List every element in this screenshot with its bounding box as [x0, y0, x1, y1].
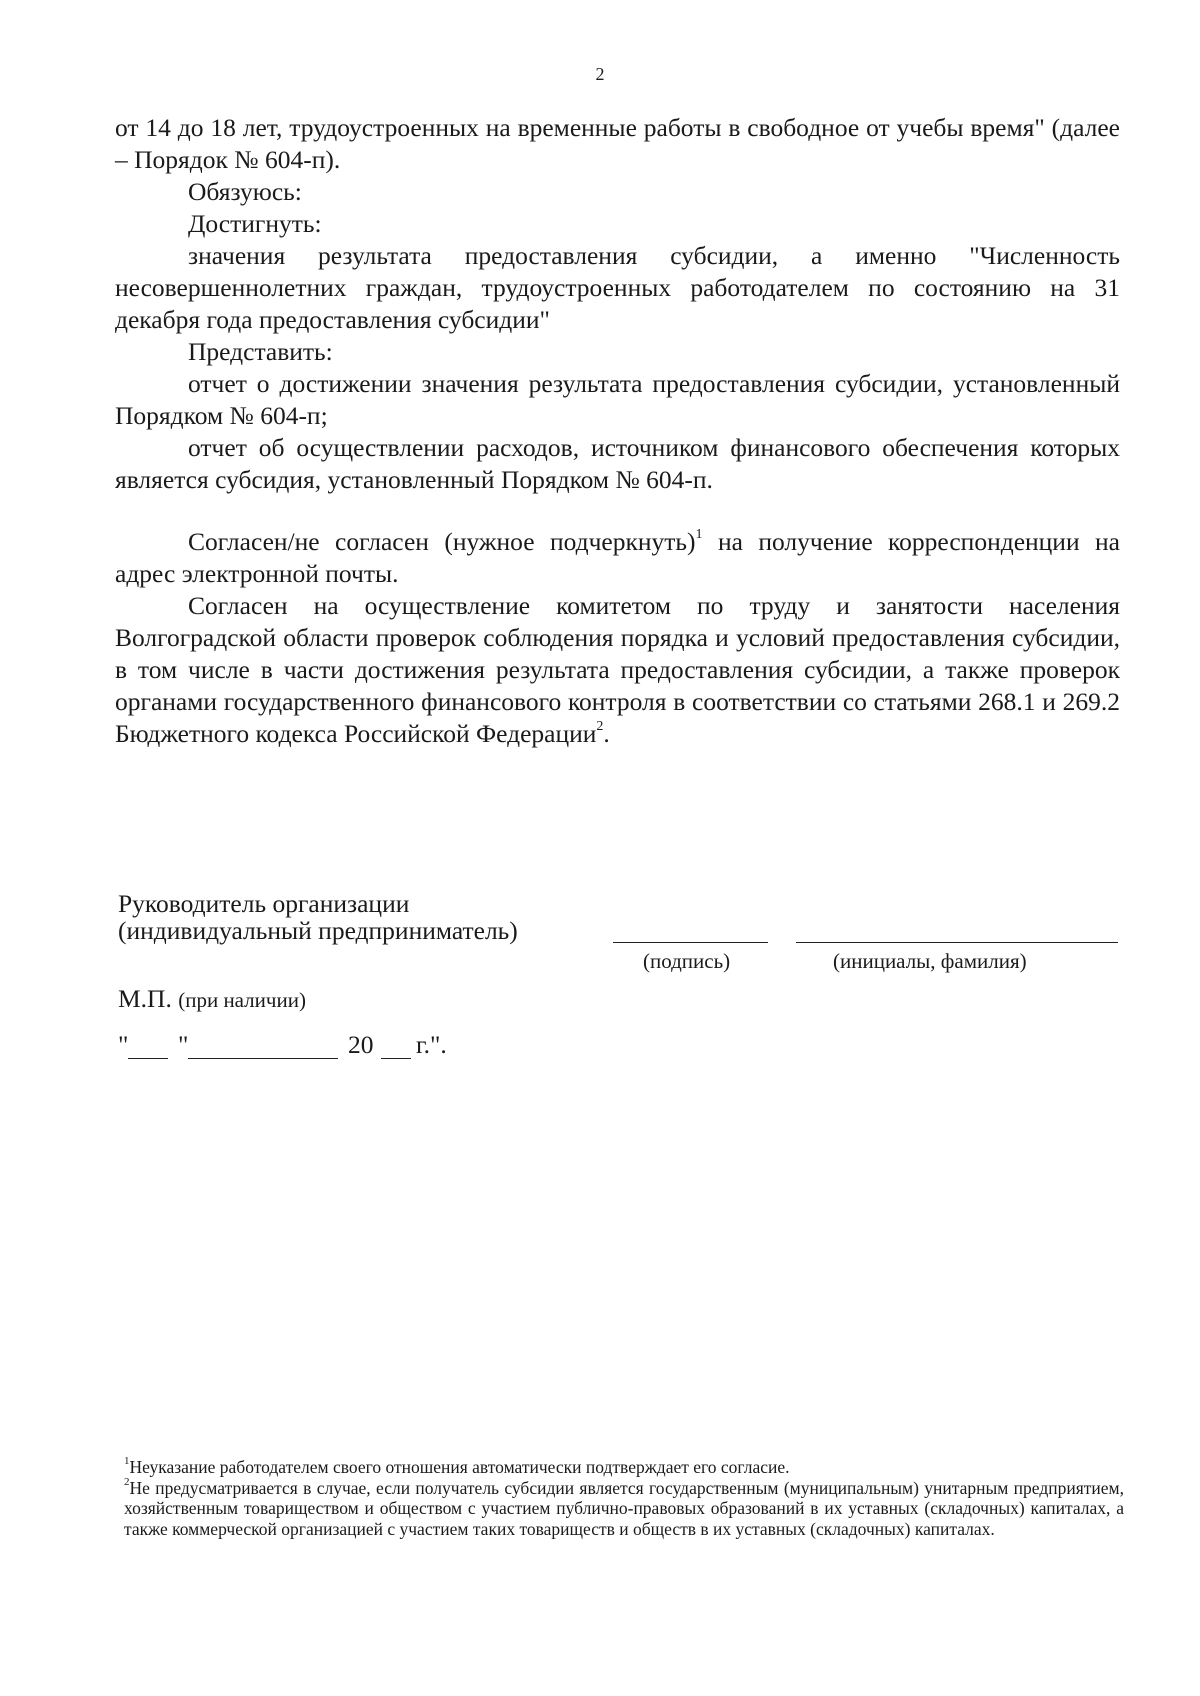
date-open-quote: " — [118, 1030, 129, 1059]
month-blank — [188, 1058, 338, 1059]
footnote-ref-2: 2 — [596, 718, 604, 734]
email-consent-text: Согласен/не согласен (нужное подчеркнуть) — [188, 527, 696, 556]
email-consent-text-end: на получение корреспонденции на адрес электронной почты. — [115, 527, 1120, 588]
stamp-label: М.П. — [118, 984, 172, 1013]
paragraph-submit: Представить: — [188, 337, 333, 366]
paragraph-period: от 14 до 18 лет, трудоустроенных на временные работы в свободное от учебы время" (далее – Порядок № 604-п). — [115, 113, 1120, 174]
paragraph-email-consent — [115, 526, 1120, 590]
footnote-ref-1: 1 — [695, 526, 703, 542]
paragraph-result-value: значения результата предоставления субсидии, а именно "Численность несовершеннолетних граждан, трудоустроенных работодателем по состоянию на 31 декабря года предоставления субсидии" — [115, 241, 1120, 334]
name-caption: (инициалы, фамилия) — [833, 949, 1027, 973]
footnote-2-number: 2 — [124, 1475, 130, 1488]
inspection-consent-end: . — [603, 719, 610, 748]
signature-line — [613, 942, 768, 943]
paragraph-achieve: Достигнуть: — [188, 209, 322, 238]
signature-block — [118, 889, 1128, 973]
footnote-2 — [124, 1475, 1124, 1540]
date-suffix: г.". — [416, 1030, 447, 1059]
footnote-1-number: 1 — [124, 1455, 130, 1468]
inspection-consent-text: Согласен на осуществление комитетом по труду и занятости населения Волгоградской области проверок соблюдения порядка и условий предоставления субсидии, в том числе в части достижения результата предоставления субсидии, а также проверок органами государственного финансового контроля в соответствии со статьями 268.1 и 269.2 Бюджетного кодекса Российской Федерации — [115, 591, 1120, 748]
year-blank — [381, 1058, 411, 1059]
paragraph-inspection-consent — [115, 590, 1120, 750]
footnotes — [124, 1457, 1124, 1539]
paragraph-report-expenses: отчет об осуществлении расходов, источником финансового обеспечения которых является субсидия, установленный Порядком № 604-п. — [115, 433, 1120, 494]
signature-caption: (подпись) — [643, 949, 731, 973]
footnote-1 — [124, 1457, 1124, 1478]
name-line — [796, 942, 1118, 943]
stamp-place — [118, 984, 306, 1014]
footnote-2-text: Не предусматривается в случае, если получатель субсидии является государственным (муниципальным) унитарным предприятием, хозяйственным товариществом и обществом с участием публично-правовых образований в их уставных (складочных) капиталах, а также коммерческой организацией с участием таких товариществ и обществ в их уставных (складочных) капиталах. — [124, 1477, 1124, 1539]
paragraph-report-result: отчет о достижении значения результата предоставления субсидии, установленный Порядком № 604-п; — [115, 369, 1120, 430]
paragraph-obligation: Обязуюсь: — [188, 177, 302, 206]
date-field — [118, 1030, 638, 1066]
year-prefix: 20 — [348, 1030, 374, 1059]
stamp-note: (при наличии) — [178, 988, 306, 1012]
footnote-1-text: Неуказание работодателем своего отношения автоматически подтверждает его согласие. — [129, 1457, 790, 1477]
paragraph-gap — [115, 496, 1120, 526]
signatory-title: Руководитель организации — [118, 889, 410, 918]
page-number: 2 — [595, 64, 605, 84]
document-body — [115, 112, 1120, 750]
day-blank — [128, 1058, 168, 1059]
signatory-subtitle: (индивидуальный предприниматель) — [118, 916, 518, 945]
date-close-quote: " — [178, 1030, 189, 1059]
